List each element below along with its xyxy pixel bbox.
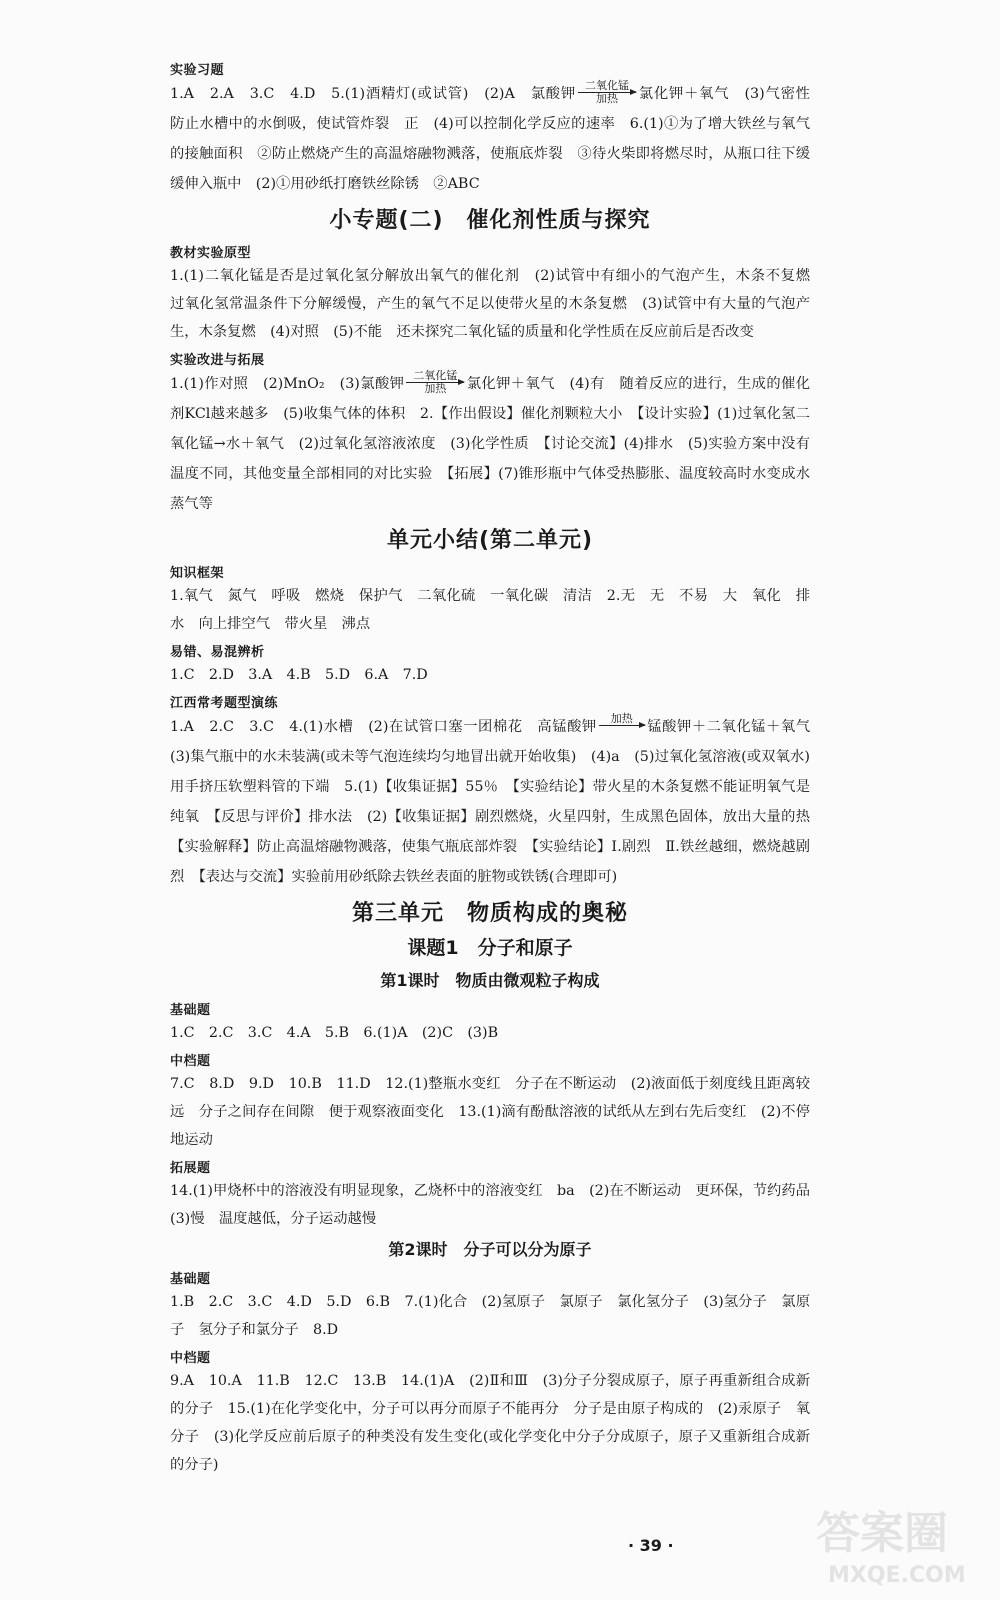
arrow-line xyxy=(406,382,464,383)
answer-paragraph: 1.C 2.C 3.C 4.A 5.B 6.(1)A (2)C (3)B xyxy=(170,1025,499,1041)
watermark-url: MXQE.COM xyxy=(828,1563,966,1588)
answer-paragraph xyxy=(170,78,825,199)
section-heading: 实验改进与拓展 xyxy=(170,353,265,368)
section-heading: 基础题 xyxy=(170,1272,211,1287)
answer-paragraph: 1.氧气 氮气 呼吸 燃烧 保护气 二氧化硫 一氧化碳 清洁 2.无 无 不易 大 氧化 排水 向上排空气 带火星 沸点 xyxy=(170,588,810,632)
answer-paragraph: 7.C 8.D 9.D 10.B 11.D 12.(1)整瓶水变红 分子在不断运动 (2)液面低于刻度线且距离较远 分子之间存在间隙 便于观察液面变化 13.(1)滴有酚酞溶液的试纸从左到右先后变红 (2)不停地运动 xyxy=(170,1076,810,1148)
class-period-title: 第2课时 分子可以分为原子 xyxy=(388,1240,592,1259)
section-heading: 中档题 xyxy=(170,1054,211,1069)
page-number: · 39 · xyxy=(628,1536,674,1555)
section-heading: 教材实验原型 xyxy=(170,246,252,261)
unit-title: 小专题(二) 催化剂性质与探究 xyxy=(329,208,651,233)
answer-paragraph: 1.C 2.D 3.A 4.B 5.D 6.A 7.D xyxy=(170,667,428,683)
arrow-condition-top: 加热 xyxy=(610,711,633,725)
arrow-condition-bottom: 加热 xyxy=(424,381,447,395)
watermark-logo xyxy=(808,1490,993,1590)
answer-paragraph xyxy=(170,711,825,892)
section-heading: 实验习题 xyxy=(170,63,225,78)
lesson-title: 课题1 分子和原子 xyxy=(407,937,573,959)
reaction-arrow-icon xyxy=(406,370,464,395)
section-heading: 易错、易混辨析 xyxy=(170,645,265,660)
arrow-line xyxy=(599,725,645,726)
reaction-arrow-icon xyxy=(578,80,636,105)
section-heading: 知识框架 xyxy=(170,566,225,581)
arrow-condition-top: 二氧化锰 xyxy=(413,368,458,382)
watermark-text: 答案圈 xyxy=(816,1508,948,1559)
section-heading: 拓展题 xyxy=(170,1161,211,1176)
arrow-condition-bottom: 加热 xyxy=(596,91,618,105)
unit-title: 第三单元 物质构成的奥秘 xyxy=(351,901,628,926)
answer-paragraph: 14.(1)甲烧杯中的溶液没有明显现象，乙烧杯中的溶液变红 ba (2)在不断运动 更环保，节约药品 (3)慢 温度越低，分子运动越慢 xyxy=(170,1183,825,1227)
answer-text: 1.A 2.C 3.C 4.(1)水槽 (2)在试管口塞一团棉花 高锰酸钾 xyxy=(170,719,597,735)
unit-title: 单元小结(第二单元) xyxy=(386,528,594,553)
section-heading: 基础题 xyxy=(170,1003,211,1018)
answer-paragraph xyxy=(170,369,810,519)
arrow-line xyxy=(578,92,636,93)
answer-paragraph: 9.A 10.A 11.B 12.C 13.B 14.(1)A (2)Ⅱ和Ⅲ (3)分子分裂成原子，原子再重新组合成新的分子 15.(1)在化学变化中，分子可以再分而原子不能再分 分子是由原子构成的 (2)汞原子 氧分子 (3)化学反应前后原子的种类没有发生变化(或化学变化中分子分成原子，原子又重新组合成新的分子) xyxy=(170,1373,810,1473)
reaction-arrow-icon xyxy=(599,713,645,738)
answer-text: 氯化钾＋氧气 (3)气密性 防止水槽中的水倒吸，使试管炸裂 正 (4)可以控制化学反应的速率 6.(1)①为了增大铁丝与氧气的接触面积 ②防止燃烧产生的高温熔融物溅落，使瓶底炸裂 ③待火柴即将燃尽时，从瓶口往下缓缓伸入瓶中 (2)①用砂纸打磨铁丝除锈 ②ABC xyxy=(170,86,825,192)
arrow-condition-top: 二氧化锰 xyxy=(585,78,629,92)
section-heading: 中档题 xyxy=(170,1351,211,1366)
answer-text: 1.A 2.A 3.C 4.D 5.(1)酒精灯(或试管) (2)A 氯酸钾 xyxy=(170,86,576,102)
class-period-title: 第1课时 物质由微观粒子构成 xyxy=(380,971,600,990)
answer-paragraph: 1.(1)二氧化锰是否是过氧化氢分解放出氧气的催化剂 (2)试管中有细小的气泡产生，木条不复燃 过氧化氢常温条件下分解缓慢，产生的氧气不足以使带火星的木条复燃 (3)试管中有大量的气泡产生，木条复燃 (4)对照 (5)不能 还未探究二氧化锰的质量和化学性质在反应前后是否改变 xyxy=(170,268,825,340)
answer-page xyxy=(170,56,825,1479)
answer-text: 1.(1)作对照 (2)MnO₂ (3)氯酸钾 xyxy=(170,376,405,392)
section-heading: 江西常考题型演练 xyxy=(170,696,279,711)
answer-text: 锰酸钾＋二氧化锰＋氧气 (3)集气瓶中的水未装满(或未等气泡连续均匀地冒出就开始收集) (4)a (5)过氧化氢溶液(或双氧水) 用手挤压软塑料管的下端 5.(1)【收集证据】55％ 【实验结论】带火星的木条复燃不能证明氧气是纯氧 【反思与评价】排水法 (2)【收集证据】剧烈燃烧，火星四射，生成黑色固体，放出大量的热 【实验解释】防止高温熔融物溅落，使集气瓶底部炸裂 【实验结论】Ⅰ.剧烈 Ⅱ.铁丝越细，燃烧越剧烈 【表达与交流】实验前用砂纸除去铁丝表面的脏物或铁锈(合理即可) xyxy=(170,719,825,885)
answer-text: 氯化钾＋氧气 (4)有 随着反应的进行，生成的催化剂KCl越来越多 (5)收集气体的体积 2.【作出假设】催化剂颗粒大小 【设计实验】(1)过氧化氢二氧化锰→水＋氧气 (2)过氧化氢溶液浓度 (3)化学性质 【讨论交流】(4)排水 (5)实验方案中没有温度不同，其他变量全部相同的对比实验 【拓展】(7)锥形瓶中气体受热膨胀、温度较高时水变成水蒸气等 xyxy=(170,376,810,512)
answer-paragraph: 1.B 2.C 3.C 4.D 5.D 6.B 7.(1)化合 (2)氢原子 氯原子 氯化氢分子 (3)氢分子 氯原子 氢分子和氯分子 8.D xyxy=(170,1294,810,1338)
